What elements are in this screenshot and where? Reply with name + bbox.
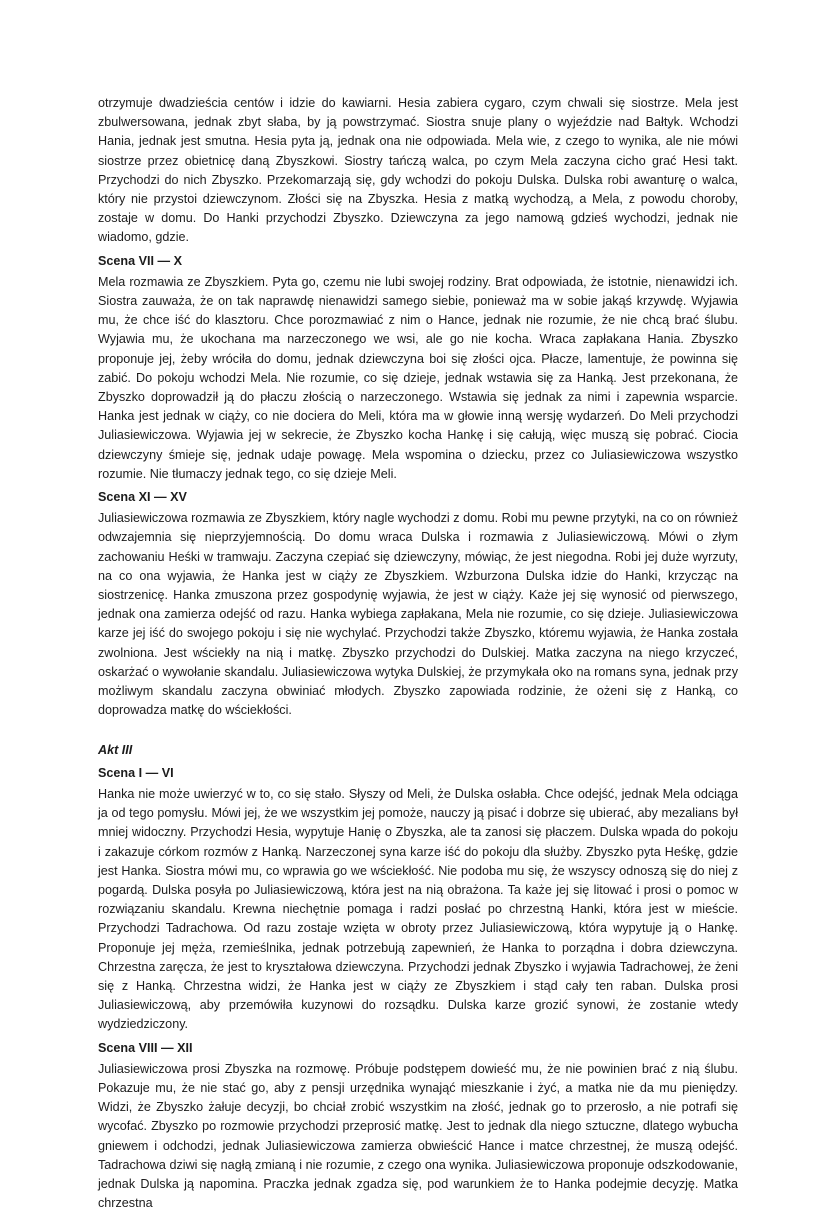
scene-text-xi-xv: Juliasiewiczowa rozmawia ze Zbyszkiem, który nagle wychodzi z domu. Robi mu pewne przytyki, na co on również odwzajemnia się nieprzyjemnością. Do domu wraca Dulska i rozmawia z Juliasiewiczową. Mówi o złym zachowaniu Heśki w tramwaju. Zaczyna czepiać się dziewczyny, mówiąc, że jest niegodna. Robi jej duże wyrzuty, na co ona wyjawia, że Hanka jest w ciąży ze Zbyszkiem. Wzburzona Dulska idzie do Hanki, krzycząc na siostrzenicę. Hanka zmuszona przez gospodynię wyjawia, że jest w ciąży. Każe jej się wynosić od pierwszego, jednak ona zamierza odejść od razu. Hanka wybiega zapłakana, Mela nie rozumie, co się dzieje. Juliasiewiczowa karze jej iść do swojego pokoju i się nie wychylać. Przychodzi także Zbyszko, któremu wyjawia, że Hanka została zwolniona. Jest wściekły na nią i matkę. Zbyszko przychodzi do Dulskiej. Matka zaczyna na niego krzyczeć, oskarżać o wywołanie skandalu. Juliasiewiczowa wytyka Dulskiej, że przymykała oko na romans syna, jednak przy możliwym skandalu zaczyna obwiniać młodych. Zbyszko zapowiada rodzinie, że ożeni się z Hanką, co doprowadza matkę do wściekłości. [98,511,738,718]
scene-text-viii-xii: Juliasiewiczowa prosi Zbyszka na rozmowę. Próbuje podstępem dowieść mu, że nie powinien brać z nią ślubu. Pokazuje mu, że nie stać go, aby z pensji urzędnika wynająć mieszkanie i żyć, a matka nie da mu pieniędzy. Widzi, że Zbyszko żałuje decyzji, bo chciał zrobić wszystkim na złość, jednak go to przerosło, a nie potrafi się wycofać. Zbyszko po rozmowie przychodzi przeprosić matkę. Jest to jednak dla niego sztuczne, dlatego wybucha gniewem i odchodzi, jednak Juliasiewiczowa zamierza obwieścić Hance i matce chrzestnej, że muszą odejść. Tadrachowa dziwi się nagłą zmianą i nie rozumie, z czego ona wynika. Juliasiewiczowa proponuje odszkodowanie, jednak Dulska ją napomina. Praczka jednak zgadza się, pod warunkiem że to Hanka podejmie decyzję. Matka chrzestna [98,1061,738,1211]
scene-heading-viii-xii: Scena VIII — XII [98,1040,193,1055]
act-title: Akt III [98,742,133,757]
intro-paragraph: otrzymuje dwadzieścia centów i idzie do kawiarni. Hesia zabiera cygaro, czym chwali się siostrze. Mela jest zbulwersowana, jednak zbyt słaba, by ją powstrzymać. Siostra snuje plany o wyjeździe nad Bałtyk. Wchodzi Hania, jednak jest smutna. Hesia pyta ją, jednak ona nie odpowiada. Mela wie, z czego to wynika, ale nie mówi siostrze przez obietnicę daną Zbyszkowi. Siostry tańczą walca, po czym Mela zaczyna cicho grać Hesi takt. Przychodzi do nich Zbyszko. Przekomarzają się, gdy wchodzi do pokoju Dulska. Dulska robi awanturę o walca, który nie przystoi dziewczynom. Złości się na Zbyszka. Hesia z matką wychodzą, a Mela, z powodu choroby, zostaje w domu. Do Hanki przychodzi Zbyszko. Dziewczyna za jego namową gdzieś wychodzi, jednak nie wiadomo, gdzie. [98,96,738,245]
scene-heading-i-vi: Scena I — VI [98,765,174,780]
scene-text-i-vi: Hanka nie może uwierzyć w to, co się stało. Słyszy od Meli, że Dulska osłabła. Chce odejść, jednak Mela odciąga ja od tego pomysłu. Mówi jej, że we wszystkim jej pomoże, nauczy ją pisać i dobrze się ubierać, aby mezalians był mniej widoczny. Przychodzi Hesia, wypytuje Hanię o Zbyszka, ale ta zanosi się płaczem. Dulska wpada do pokoju i zakazuje córkom rozmów z Hanką. Narzeczonej syna karze iść do pokoju dla służby. Zbyszko pyta Heśkę, gdzie jest Hanka. Siostra mówi mu, co wprawia go we wściekłość. Nie podoba mu się, że wszyscy odnoszą się do niej z pogardą. Dulska posyła po Juliasiewiczową, która jest na nią obrażona. Ta każe jej się litować i prosi o pomoc w rozwiązaniu skandalu. Krewna niechętnie pomaga i radzi posłać po chrzestną Hanki, która jest w mieście. Przychodzi Tadrachowa. Od razu zostaje wzięta w obroty przez Juliasiewiczową, która wypytuje ją o Hankę. Proponuje jej męża, rzemieślnika, jednak potrzebują zapewnień, że Hanka to porządna i dobra dziewczyna. Chrzestna zaręcza, że jest to kryształowa dziewczyna. Przychodzi jednak Zbyszko i wyjawia Tadrachowej, że żeni się z Hanką. Chrzestna widzi, że Hanka jest w ciąży ze Zbyszkiem i stąd cały ten raban. Dulska prosi Juliasiewiczową, aby przemówiła kuzynowi do rozsądku. Dulska karze grozić synowi, że zostanie wtedy wydziedziczony. [98,786,738,1032]
document-page [98,94,738,1213]
scene-heading-vii-x: Scena VII — X [98,253,182,268]
scene-text-vii-x: Mela rozmawia ze Zbyszkiem. Pyta go, czemu nie lubi swojej rodziny. Brat odpowiada, że istotnie, nienawidzi ich. Siostra zauważa, że on tak naprawdę nienawidzi samego siebie, ponieważ ma w sobie jakąś krzywdę. Wyjawia mu, że chce iść do klasztoru. Chce porozmawiać z nim o Hance, jednak nie rozumie, że nie chcą brać ślubu. Wyjawia mu, że ukochana ma narzeczonego we wsi, ale go nie kocha. Wraca zapłakana Hania. Zbyszko proponuje jej, żeby wróciła do domu, jednak dziewczyna boi się złości ojca. Płacze, lamentuje, że powinna się zabić. Do pokoju wchodzi Mela. Nie rozumie, co się dzieje, jednak wstawia się za Hanką. Jest przekonana, że Zbyszko doprowadził ją do płaczu złością o narzeczonego. Wstawia się jednak za nimi i zapewnia wsparcie. Hanka jest jednak w ciąży, co nie dociera do Meli, która ma w głowie inną wersję wydarzeń. Do Meli przychodzi Juliasiewiczowa. Wyjawia jej w sekrecie, że Zbyszko kocha Hankę i się całują, więc muszą się pobrać. Ciocia dziewczyny śmieje się, jednak udaje powagę. Mela wspomina o dziecku, przez co Juliasiewiczowa wszystko rozumie. Nie tłumaczy jednak tego, co się dzieje Meli. [98,274,738,481]
scene-heading-xi-xv: Scena XI — XV [98,490,187,505]
